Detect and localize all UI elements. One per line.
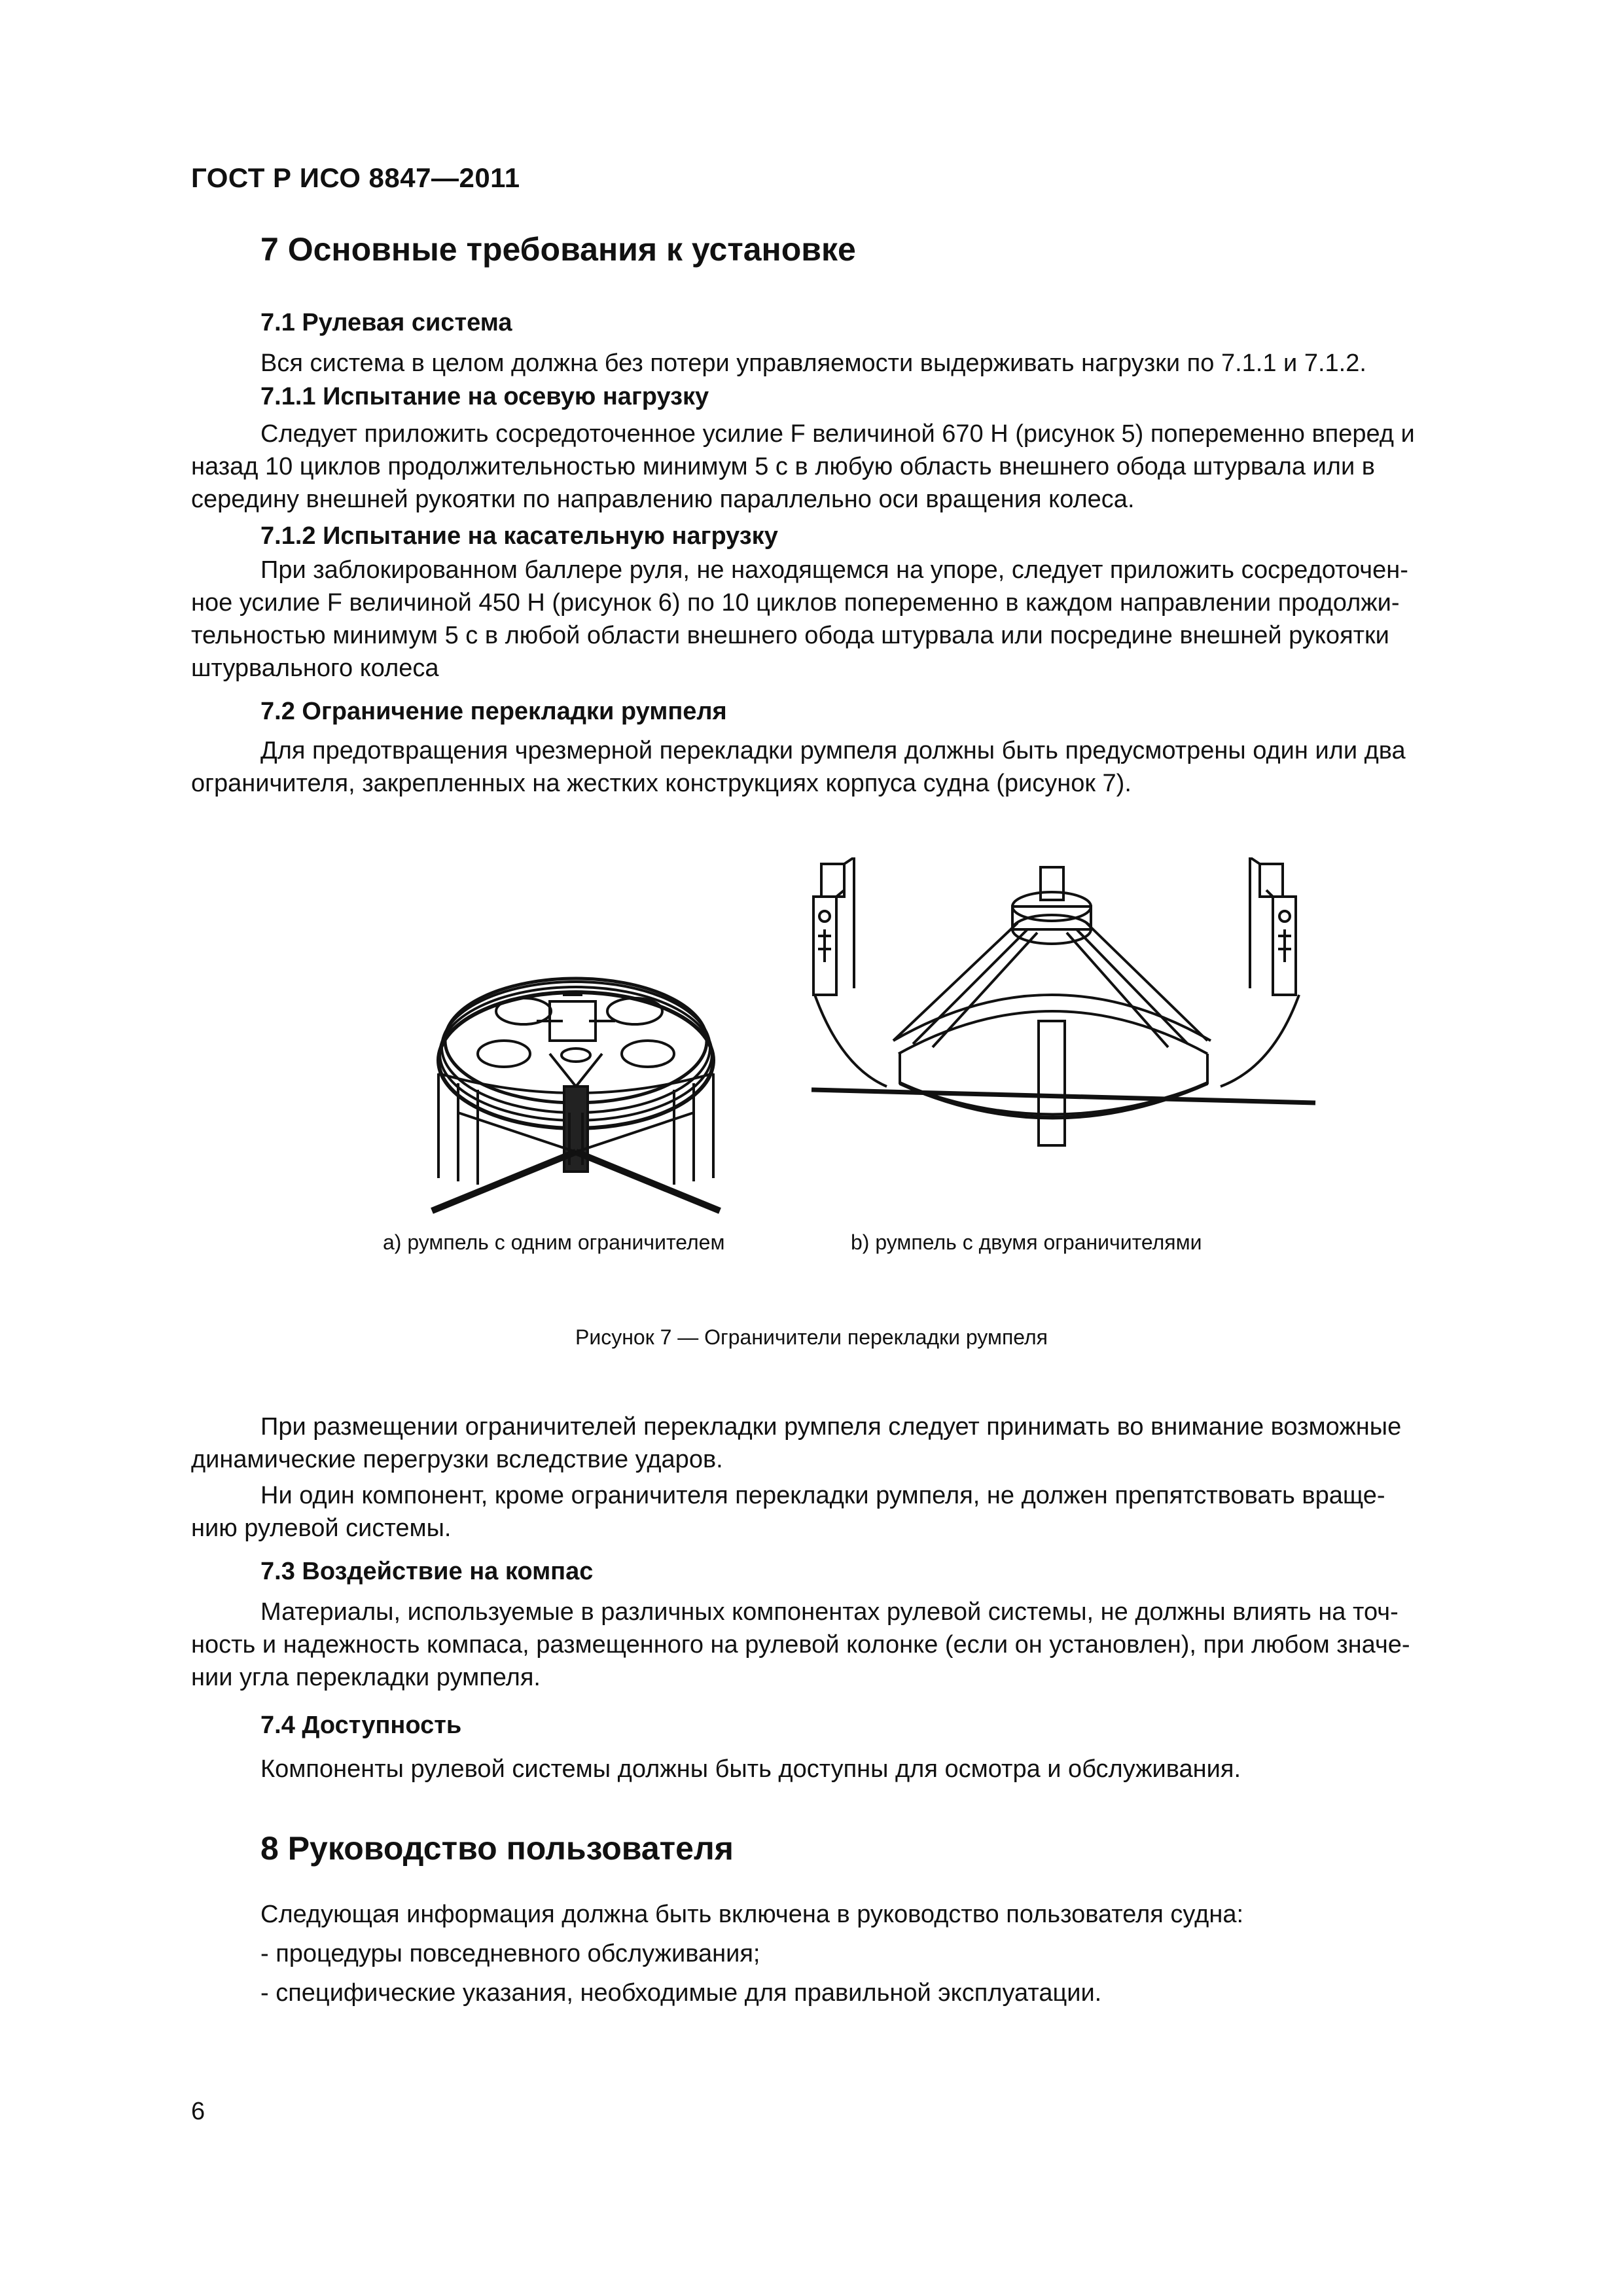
text-line: ограничителя, закрепленных на жестких конструкциях корпуса судна (рисунок 7).: [191, 770, 1132, 797]
text-line: При заблокированном баллере руля, не находящемся на упоре, следует приложить сосредоточен-: [260, 556, 1408, 584]
text-line: Материалы, используемые в различных компонентах рулевой системы, не должны влиять на точ-: [260, 1598, 1399, 1626]
paragraph-no-obstruction: [191, 1479, 1499, 1545]
section-8-title: 8 Руководство пользователя: [260, 1830, 734, 1867]
text-line: назад 10 циклов продолжительностью минимум 5 с в любую область внешнего обода штурвала или в: [191, 453, 1375, 480]
section-7-1-text: Вся система в целом должна без потери управляемости выдерживать нагрузки по 7.1.1 и 7.1.2.: [260, 350, 1366, 377]
figure-7a-drawing: [419, 956, 733, 1230]
page-number: 6: [191, 2098, 205, 2125]
text-line: ность и надежность компаса, размещенного на рулевой колонке (если он установлен), при любом значе-: [191, 1631, 1410, 1659]
section-7-2-text: [191, 734, 1499, 800]
section-7-3-text: [191, 1596, 1499, 1694]
text-line: динамические перегрузки вследствие ударов.: [191, 1446, 723, 1473]
section-7-1-title: 7.1 Рулевая система: [260, 309, 512, 336]
section-7-4-title: 7.4 Доступность: [260, 1712, 462, 1739]
section-7-1-2-title: 7.1.2 Испытание на касательную нагрузку: [260, 522, 778, 550]
figure-caption-b: b) румпель с двумя ограничителями: [851, 1230, 1202, 1254]
text-line: середину внешней рукоятки по направлению параллельно оси вращения колеса.: [191, 486, 1135, 513]
text-line: нии угла перекладки румпеля.: [191, 1664, 541, 1691]
text-line: ное усилие F величиной 450 Н (рисунок 6) по 10 циклов попеременно в каждом направлении продолжи-: [191, 589, 1400, 617]
list-item: - специфические указания, необходимые для правильной эксплуатации.: [260, 1979, 1102, 2007]
text-line: тельностью минимум 5 с в любой области внешнего обода штурвала или посредине внешней рукоятки: [191, 622, 1389, 649]
section-7-1-1-text: [191, 418, 1499, 516]
section-7-2-title: 7.2 Ограничение перекладки румпеля: [260, 698, 727, 725]
paragraph-dynamic-loads: [191, 1410, 1499, 1476]
figure-title: Рисунок 7 — Ограничители перекладки румпеля: [575, 1325, 1048, 1349]
section-7-1-1-title: 7.1.1 Испытание на осевую нагрузку: [260, 383, 709, 410]
figure-caption-a: а) румпель с одним ограничителем: [383, 1230, 725, 1254]
section-7-4-text: Компоненты рулевой системы должны быть доступны для осмотра и обслуживания.: [260, 1755, 1241, 1783]
section-7-3-title: 7.3 Воздействие на компас: [260, 1558, 594, 1585]
text-line: При размещении ограничителей перекладки румпеля следует принимать во внимание возможные: [260, 1413, 1402, 1441]
figure-7b-drawing: [802, 857, 1319, 1152]
text-line: Следует приложить сосредоточенное усилие F величиной 670 Н (рисунок 5) попеременно вперед и: [260, 420, 1415, 448]
document-header: ГОСТ Р ИСО 8847—2011: [191, 162, 520, 193]
section-7-title: 7 Основные требования к установке: [260, 231, 856, 268]
text-line: штурвального колеса: [191, 655, 439, 682]
list-item: - процедуры повседневного обслуживания;: [260, 1940, 760, 1967]
text-line: нию рулевой системы.: [191, 1515, 452, 1542]
section-8-intro: Следующая информация должна быть включена в руководство пользователя судна:: [260, 1901, 1244, 1928]
text-line: Для предотвращения чрезмерной перекладки румпеля должны быть предусмотрены один или два: [260, 737, 1406, 764]
text-line: Ни один компонент, кроме ограничителя перекладки румпеля, не должен препятствовать враще-: [260, 1482, 1385, 1509]
section-7-1-2-text: [191, 554, 1499, 685]
